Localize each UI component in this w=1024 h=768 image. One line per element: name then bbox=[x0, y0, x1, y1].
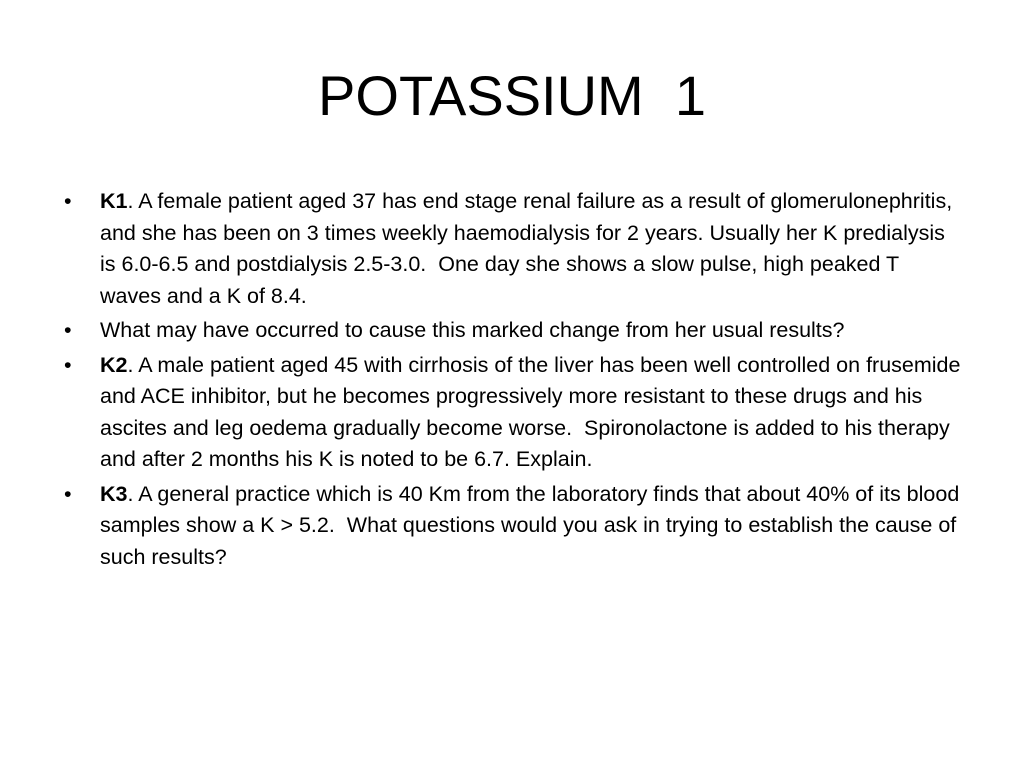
bullet-icon: • bbox=[64, 189, 72, 213]
bullet-key: K1 bbox=[100, 189, 128, 213]
bullet-item-question bbox=[64, 315, 964, 347]
slide-title: POTASSIUM 1 bbox=[318, 64, 706, 127]
bullet-text: . A male patient aged 45 with cirrhosis of the liver has been well controlled on frusemide and ACE inhibitor, but he becomes progressively more resistant to these drugs and his ascites and leg oedema gradually become worse. Spironolactone is added to his therapy and after 2 months his K is noted to be 6.7. Explain. bbox=[100, 352, 967, 471]
bullet-icon: • bbox=[64, 352, 72, 377]
bullet-key: K3 bbox=[100, 481, 128, 506]
bullet-text: . A general practice which is 40 Km from the laboratory finds that about 40% of its blood samples show a K > 5.2. What questions would you ask in trying to establish the cause of such results? bbox=[100, 481, 966, 569]
bullet-item-k3 bbox=[64, 479, 964, 574]
bullet-item-k1 bbox=[64, 186, 964, 312]
bullet-icon: • bbox=[64, 481, 72, 506]
bullet-icon: • bbox=[64, 318, 72, 342]
bullet-key: K2 bbox=[100, 352, 128, 377]
bullet-text: What may have occurred to cause this marked change from her usual results? bbox=[100, 318, 845, 342]
bullet-text: . A female patient aged 37 has end stage renal failure as a result of glomerulonephritis, and she has been on 3 times weekly haemodialysis for 2 years. Usually her K predialysis is 6.0-6.5 and postdialysis 2.5-3.0. One day she shows a slow pulse, high peaked T waves and a K of 8.4. bbox=[100, 189, 959, 308]
bullet-list bbox=[64, 186, 967, 576]
bullet-item-k2 bbox=[64, 350, 967, 476]
